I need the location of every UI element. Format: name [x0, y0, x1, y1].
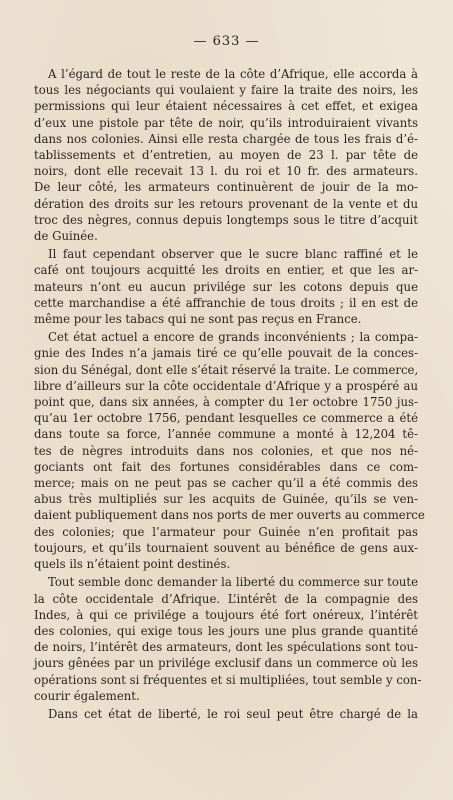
text-line: dans toute sa force, l’année commune a monté à 12,204 tê-	[34, 427, 418, 442]
paragraph-3	[20, 329, 425, 572]
text-line: daient publiquement dans nos ports de mer ouverts au commerce	[34, 508, 425, 523]
text-line: des colonies; que l’armateur pour Guinée n’en profitait pas	[34, 524, 418, 539]
text-line: troc des nègres, connus depuis longtemps sous le titre d’acquit	[34, 212, 418, 227]
text-line: A l’égard de tout le reste de la côte d’Afrique, elle accorda à	[48, 67, 418, 81]
paragraph-4	[20, 574, 422, 704]
text-line: café ont toujours acquitté les droits en entier, et que les ar-	[34, 263, 418, 278]
text-line: toujours, et qu’ils tournaient souvent au bénéfice de gens aux-	[34, 540, 418, 555]
paragraph-2	[20, 246, 418, 327]
text-line: opérations sont si fréquentes et si multipliées, tout semble y con-	[34, 672, 422, 687]
text-line: mateurs n’ont eu aucun privilége sur les cotons depuis que	[34, 279, 418, 294]
text-line: Tout semble donc demander la liberté du commerce sur toute	[48, 575, 418, 590]
text-line: Cet état actuel a encore de grands inconvénients ; la compa-	[48, 330, 418, 345]
text-line: De leur côté, les armateurs continuèrent de jouir de la mo-	[34, 180, 418, 195]
text-line: Il faut cependant observer que le sucre blanc raffiné et le	[48, 247, 418, 262]
text-line: cette marchandise a été affranchie de tous droits ; il en est de	[34, 295, 418, 310]
paragraph-5	[20, 706, 418, 722]
text-line: de noirs, l’intérêt des armateurs, dont les spéculations sont tou-	[34, 640, 418, 655]
text-line: la côte occidentale d’Afrique. L’intérêt de la compagnie des	[34, 591, 418, 606]
text-line: Indes, à qui ce privilége a toujours été fort onéreux, l’intérêt	[34, 607, 418, 622]
text-line: des colonies, qui exige tous les jours une plus grande quantité	[34, 623, 418, 638]
text-line: jours gênées par un privilége exclusif dans un commerce où les	[34, 656, 418, 671]
paragraph-1	[20, 66, 418, 244]
text-line: tablissements et d’entretien, au moyen de 23 l. par tête de	[34, 148, 418, 163]
text-line: merce; mais on ne peut pas se cacher qu’il a été commis des	[34, 476, 418, 491]
text-line: tes de nègres introduits dans nos colonies, et que nos né-	[34, 443, 418, 458]
text-line: sion du Sénégal, dont elle s’était réservé la traite. Le commerce,	[34, 362, 419, 377]
text-line: gnie des Indes n’a jamais tiré ce qu’elle pouvait de la conces-	[34, 346, 418, 361]
text-line: Dans cet état de liberté, le roi seul peut être chargé de la	[48, 706, 418, 721]
text-line: courir également.	[34, 688, 140, 703]
text-line: tous les négociants qui voulaient y faire la traite des noirs, les	[34, 83, 418, 98]
text-line: libre d’ailleurs sur la côte occidentale d’Afrique y a prospéré au	[34, 378, 418, 393]
text-line: même pour les tabacs qui ne sont pas reçus en France.	[34, 312, 362, 327]
text-line: permissions qui leur étaient nécessaires à cet effet, et exigea	[34, 99, 418, 114]
text-line: de Guinée.	[34, 229, 98, 244]
text-line: noirs, dont elle recevait 13 l. du roi et 10 fr. des armateurs.	[34, 164, 418, 179]
text-line: dans nos colonies. Ainsi elle resta chargée de tous les frais d’é-	[34, 131, 418, 146]
page-number: — 633 —	[193, 34, 260, 49]
text-line: qu’au 1er octobre 1756, pendant lesquelles ce commerce a été	[34, 411, 418, 426]
text-line: quels ils n’étaient point destinés.	[34, 557, 231, 572]
body-text	[20, 66, 425, 722]
text-line: dération des droits sur les retours provenant de la vente et du	[34, 196, 418, 211]
text-line: point que, dans six années, à compter du 1er octobre 1750 jus-	[34, 395, 418, 410]
text-line: abus très multipliés sur les acquits de Guinée, qu’ils se ven-	[34, 492, 418, 507]
text-line: d’eux une pistole par tête de noir, qu’ils introduiraient vivants	[34, 115, 418, 130]
text-line: gociants ont fait des fortunes considérables dans ce com-	[34, 459, 418, 474]
